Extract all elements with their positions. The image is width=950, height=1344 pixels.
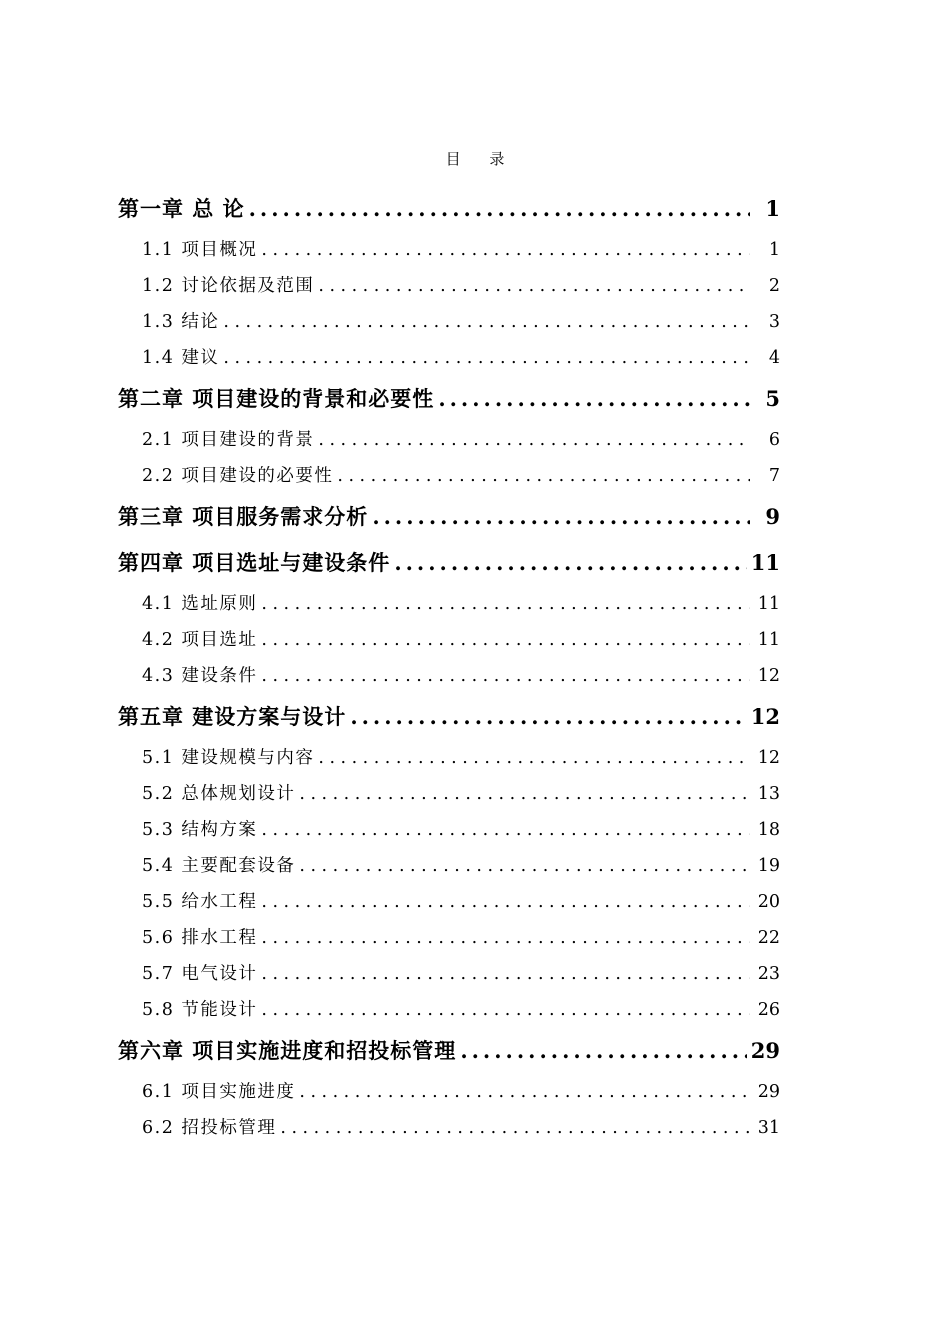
toc-dot-leader (261, 622, 750, 658)
toc-section-1-1 (118, 232, 780, 268)
toc-dot-leader (372, 494, 750, 540)
toc-section-6-1 (118, 1074, 780, 1110)
toc-page-number: 20 (757, 892, 780, 912)
toc-dot-leader (318, 740, 750, 776)
toc-entry-label: 5.2 总体规划设计 (142, 784, 296, 804)
toc-entry-label: 第四章 项目选址与建设条件 (118, 550, 391, 575)
toc-entry-label: 1.1 项目概况 (142, 240, 258, 260)
toc-dot-leader (261, 812, 750, 848)
toc-section-4-1 (118, 586, 780, 622)
toc-dot-leader (460, 1028, 746, 1074)
toc-entry-label: 1.2 讨论依据及范围 (142, 276, 315, 296)
toc-section-2-2 (118, 458, 780, 494)
toc-section-5-2 (118, 776, 780, 812)
toc-section-1-4 (118, 340, 780, 376)
toc-section-5-6 (118, 920, 780, 956)
toc-page-number: 22 (757, 928, 780, 948)
toc-section-5-3 (118, 812, 780, 848)
toc-chapter-3 (118, 494, 780, 540)
toc-entry-label: 4.1 选址原则 (142, 594, 258, 614)
toc-entry-label: 5.3 结构方案 (142, 820, 258, 840)
toc-section-5-8 (118, 992, 780, 1028)
toc-title: 目 录 (445, 150, 517, 168)
toc-entry-label: 4.3 建设条件 (142, 666, 258, 686)
toc-page-number: 26 (757, 1000, 780, 1020)
toc-dot-leader (261, 884, 750, 920)
toc-dot-leader (261, 658, 750, 694)
toc-section-4-3 (118, 658, 780, 694)
toc-entry-label: 5.4 主要配套设备 (142, 856, 296, 876)
toc-entry-label: 1.3 结论 (142, 312, 220, 332)
toc-section-5-4 (118, 848, 780, 884)
toc-page-number: 7 (768, 466, 780, 486)
toc-entry-label: 第三章 项目服务需求分析 (118, 504, 369, 529)
toc-page-number: 1 (768, 240, 780, 260)
toc-page-number: 29 (757, 1082, 780, 1102)
toc-chapter-4 (118, 540, 780, 586)
toc-entry-label: 1.4 建议 (142, 348, 220, 368)
toc-entry-label: 2.2 项目建设的必要性 (142, 466, 334, 486)
toc-dot-leader (318, 268, 750, 304)
toc-page-number: 4 (768, 348, 780, 368)
toc-dot-leader (223, 340, 750, 376)
toc-section-1-3 (118, 304, 780, 340)
toc-page-number: 6 (768, 430, 780, 450)
toc-page-number: 11 (757, 630, 780, 650)
toc-page-number: 12 (757, 748, 780, 768)
toc-entry-label: 5.5 给水工程 (142, 892, 258, 912)
toc-chapter-5 (118, 694, 780, 740)
toc-dot-leader (299, 776, 750, 812)
toc-dot-leader (261, 586, 750, 622)
toc-entry-label: 2.1 项目建设的背景 (142, 430, 315, 450)
toc-dot-leader (261, 992, 750, 1028)
toc-page-number: 29 (750, 1038, 780, 1063)
toc-page-number: 31 (757, 1118, 780, 1138)
toc-entry-label: 第二章 项目建设的背景和必要性 (118, 386, 435, 411)
toc-page-number: 5 (765, 386, 780, 411)
toc-page-number: 9 (765, 504, 780, 529)
toc-page-number: 23 (757, 964, 780, 984)
toc-section-5-7 (118, 956, 780, 992)
toc-dot-leader (394, 540, 746, 586)
toc-page-number: 13 (757, 784, 780, 804)
toc-page-number: 1 (765, 196, 780, 221)
toc-entry-label: 6.2 招投标管理 (142, 1118, 277, 1138)
toc-page-number: 12 (757, 666, 780, 686)
toc-section-5-1 (118, 740, 780, 776)
toc-dot-leader (318, 422, 750, 458)
toc-dot-leader (223, 304, 750, 340)
toc-section-6-2 (118, 1110, 780, 1146)
toc-chapter-1 (118, 186, 780, 232)
toc-chapter-2 (118, 376, 780, 422)
toc-dot-leader (299, 1074, 750, 1110)
toc-dot-leader (261, 956, 750, 992)
toc-chapter-6 (118, 1028, 780, 1074)
toc-dot-leader (350, 694, 746, 740)
toc-page-number: 2 (768, 276, 780, 296)
toc-entry-label: 5.1 建设规模与内容 (142, 748, 315, 768)
toc-page-number: 19 (757, 856, 780, 876)
toc-section-4-2 (118, 622, 780, 658)
toc-dot-leader (261, 920, 750, 956)
toc-dot-leader (299, 848, 750, 884)
toc-page-number: 12 (750, 704, 780, 729)
toc-entry-label: 第六章 项目实施进度和招投标管理 (118, 1038, 457, 1063)
table-of-contents (118, 186, 780, 1146)
toc-entry-label: 4.2 项目选址 (142, 630, 258, 650)
toc-section-2-1 (118, 422, 780, 458)
toc-dot-leader (280, 1110, 750, 1146)
toc-section-5-5 (118, 884, 780, 920)
toc-section-1-2 (118, 268, 780, 304)
toc-page-number: 11 (750, 550, 780, 575)
toc-entry-label: 第一章 总 论 (118, 196, 245, 221)
toc-dot-leader (261, 232, 750, 268)
toc-dot-leader (337, 458, 750, 494)
toc-entry-label: 5.7 电气设计 (142, 964, 258, 984)
toc-dot-leader (438, 376, 750, 422)
toc-dot-leader (249, 186, 750, 232)
toc-page-number: 18 (757, 820, 780, 840)
toc-page-number: 3 (768, 312, 780, 332)
toc-entry-label: 第五章 建设方案与设计 (118, 704, 347, 729)
toc-entry-label: 5.8 节能设计 (142, 1000, 258, 1020)
toc-page-number: 11 (757, 594, 780, 614)
toc-entry-label: 6.1 项目实施进度 (142, 1082, 296, 1102)
toc-entry-label: 5.6 排水工程 (142, 928, 258, 948)
